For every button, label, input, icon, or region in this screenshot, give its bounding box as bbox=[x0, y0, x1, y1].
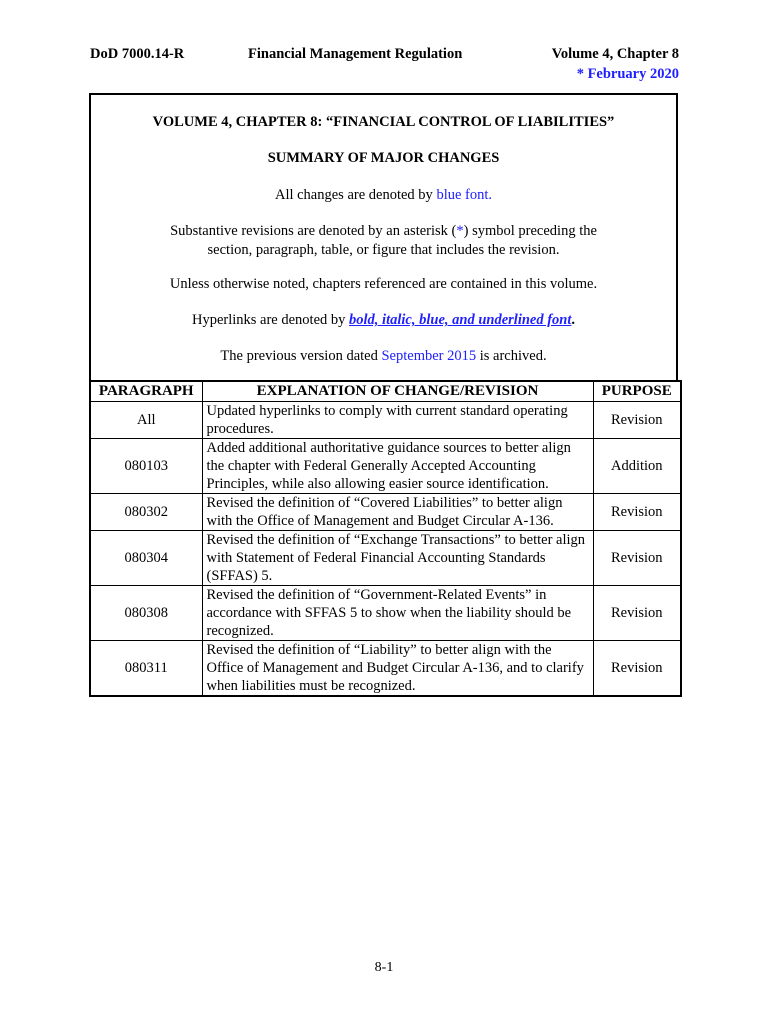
table-header-row bbox=[90, 381, 681, 402]
table-row bbox=[90, 494, 681, 531]
row-explanation: Updated hyperlinks to comply with current standard operating procedures. bbox=[202, 402, 593, 439]
doc-id: DoD 7000.14-R bbox=[90, 46, 185, 62]
row-purpose: Revision bbox=[593, 402, 681, 439]
hyperlink-note bbox=[91, 311, 676, 330]
revision-date: * February 2020 bbox=[576, 66, 679, 82]
row-explanation: Revised the definition of “Liability” to better align with the Office of Management and Budget Circular A-136, and to clarify when liabilities must be recognized. bbox=[202, 641, 593, 697]
asterisk-note-post: ) symbol preceding the bbox=[463, 223, 597, 239]
row-purpose: Revision bbox=[593, 494, 681, 531]
asterisk-note-pre: Substantive revisions are denoted by an asterisk ( bbox=[170, 223, 457, 239]
row-purpose: Revision bbox=[593, 531, 681, 586]
blue-font-note bbox=[91, 186, 676, 205]
page-header bbox=[90, 46, 679, 86]
chapter-title: VOLUME 4, CHAPTER 8: “FINANCIAL CONTROL OF LIABILITIES” bbox=[152, 114, 615, 130]
row-explanation: Added additional authoritative guidance sources to better align the chapter with Federal Generally Accepted Accounting Principles, while also allowing easier source identification. bbox=[202, 439, 593, 494]
hyperlink-note-post: . bbox=[571, 312, 576, 328]
asterisk-note bbox=[91, 222, 676, 260]
doc-title: Financial Management Regulation bbox=[248, 46, 463, 62]
previous-date: September 2015 bbox=[381, 348, 477, 364]
row-paragraph: 080311 bbox=[90, 641, 202, 697]
blue-note-text: All changes are denoted by bbox=[274, 187, 437, 203]
col-header-explanation: EXPLANATION OF CHANGE/REVISION bbox=[202, 381, 593, 402]
asterisk-symbol: * bbox=[456, 223, 464, 239]
changes-table bbox=[89, 380, 682, 697]
row-paragraph: 080103 bbox=[90, 439, 202, 494]
table-row bbox=[90, 402, 681, 439]
table-row bbox=[90, 531, 681, 586]
row-explanation: Revised the definition of “Exchange Transactions” to better align with Statement of Federal Financial Accounting Standards (SFFAS) 5. bbox=[202, 531, 593, 586]
previous-pre: The previous version dated bbox=[220, 348, 382, 364]
summary-subtitle: SUMMARY OF MAJOR CHANGES bbox=[267, 150, 500, 166]
table-row bbox=[90, 586, 681, 641]
row-paragraph: 080302 bbox=[90, 494, 202, 531]
row-purpose: Revision bbox=[593, 586, 681, 641]
row-paragraph: All bbox=[90, 402, 202, 439]
blue-font-sample: blue font. bbox=[436, 187, 493, 203]
row-purpose: Revision bbox=[593, 641, 681, 697]
table-row bbox=[90, 439, 681, 494]
page-number: 8-1 bbox=[374, 960, 394, 975]
col-header-purpose: PURPOSE bbox=[593, 381, 681, 402]
hyperlink-style-sample[interactable]: bold, italic, blue, and underlined font bbox=[349, 312, 572, 328]
row-explanation: Revised the definition of “Government-Related Events” in accordance with SFFAS 5 to show when the liability should be recognized. bbox=[202, 586, 593, 641]
asterisk-note-line2: section, paragraph, table, or figure that includes the revision. bbox=[207, 242, 560, 258]
table-row bbox=[90, 641, 681, 697]
previous-version-note bbox=[91, 347, 676, 366]
row-paragraph: 080304 bbox=[90, 531, 202, 586]
hyperlink-note-pre: Hyperlinks are denoted by bbox=[191, 312, 350, 328]
row-purpose: Addition bbox=[593, 439, 681, 494]
previous-post: is archived. bbox=[476, 348, 547, 364]
chapters-note: Unless otherwise noted, chapters referenced are contained in this volume. bbox=[169, 276, 598, 292]
col-header-paragraph: PARAGRAPH bbox=[90, 381, 202, 402]
row-paragraph: 080308 bbox=[90, 586, 202, 641]
volume-chapter: Volume 4, Chapter 8 bbox=[551, 46, 679, 62]
row-explanation: Revised the definition of “Covered Liabilities” to better align with the Office of Management and Budget Circular A-136. bbox=[202, 494, 593, 531]
summary-box bbox=[89, 93, 678, 380]
